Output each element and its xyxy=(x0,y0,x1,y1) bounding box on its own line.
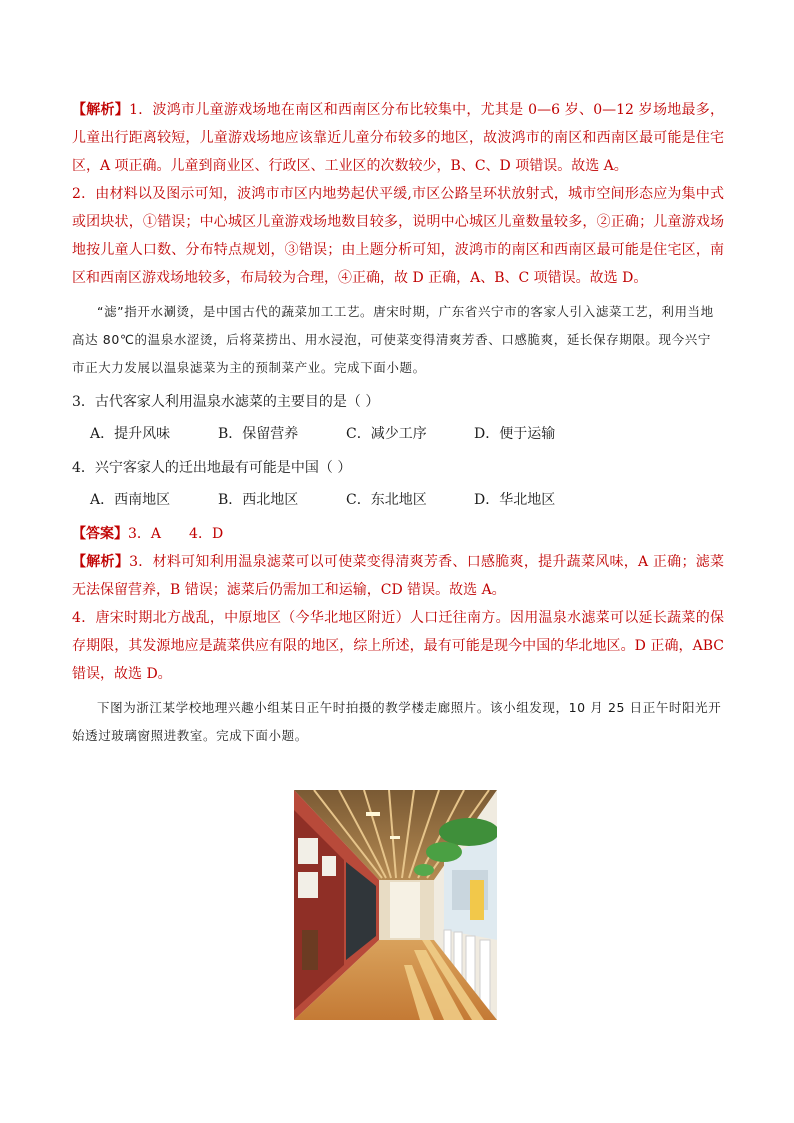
q3-option-b: B．保留营养 xyxy=(218,426,299,442)
analysis-tag: 【解析】 xyxy=(72,102,130,118)
analysis-1 xyxy=(72,96,724,180)
question-3-options xyxy=(72,420,724,448)
q4-option-b: B．西北地区 xyxy=(218,492,299,508)
q3-option-a: A．提升风味 xyxy=(90,426,171,442)
material-passage-1: “滤”指开水涮烫，是中国古代的蔬菜加工工艺。唐宋时期，广东省兴宁市的客家人引入滤菜工艺，利用当地高达 80℃的温泉水涩烫，后将菜捞出、用水浸泡，可使菜变得清爽芳香、口感脆爽，延长保存期限。现今兴宁市正大力发展以温泉滤菜为主的预制菜产业。完成下面小题。 xyxy=(72,304,714,375)
answer-tag: 【答案】 xyxy=(72,526,128,542)
q4-option-c: C．东北地区 xyxy=(346,492,427,508)
analysis-tag-2: 【解析】 xyxy=(72,554,130,570)
q4-option-a: A．西南地区 xyxy=(90,492,171,508)
analysis-4: 4．唐宋时期北方战乱，中原地区（今华北地区附近）人口迁往南方。因用温泉水滤菜可以延长蔬菜的保存期限，其发源地应是蔬菜供应有限的地区，综上所述，最有可能是现今中国的华北地区。D 正确，ABC 错误，故选 D。 xyxy=(72,610,724,682)
answer-4: 4．D xyxy=(189,526,224,542)
answer-line xyxy=(72,520,724,548)
answer-3: 3．A xyxy=(128,526,162,542)
analysis-2: 2．由材料以及图示可知，波鸿市市区内地势起伏平缓,市区公路呈环状放射式，城市空间形态应为集中式或团块状，①错误；中心城区儿童游戏场地数目较多，说明中心城区儿童数量较多，②正确；儿童游戏场地按儿童人口数、分布特点规划，③错误；由上题分析可知，波鸿市的南区和西南区最可能是住宅区，南区和西南区游戏场地较多，布局较为合理，④正确，故 D 正确，A、B、C 项错误。故选 D。 xyxy=(72,186,724,286)
material-passage-2: 下图为浙江某学校地理兴趣小组某日正午时拍摄的教学楼走廊照片。该小组发现，10 月 25 日正午时阳光开始透过玻璃窗照进教室。完成下面小题。 xyxy=(72,700,722,743)
analysis-1-text: 1．波鸿市儿童游戏场地在南区和西南区分布比较集中，尤其是 0—6 岁、0—12 岁场地最多，儿童出行距离较短，儿童游戏场地应该靠近儿童分布较多的地区，故波鸿市的南区和西南区最可能是住宅区，A 项正确。儿童到商业区、行政区、工业区的次数较少，B、C、D 项错误。故选 A。 xyxy=(72,102,725,174)
analysis-3-text: 3．材料可知利用温泉滤菜可以可使菜变得清爽芳香、口感脆爽，提升蔬菜风味，A 正确；滤菜无法保留营养，B 错误；滤菜后仍需加工和运输，CD 错误。故选 A。 xyxy=(72,554,725,598)
document-body xyxy=(72,96,724,750)
question-3-stem: 3．古代客家人利用温泉水滤菜的主要目的是（ ） xyxy=(72,394,380,410)
question-4-stem: 4．兴宁客家人的迁出地最有可能是中国（ ） xyxy=(72,460,352,476)
q3-option-c: C．减少工序 xyxy=(346,426,427,442)
analysis-3 xyxy=(72,548,724,604)
corridor-photo xyxy=(294,790,497,1020)
q4-option-d: D．华北地区 xyxy=(474,492,556,508)
q3-option-d: D．便于运输 xyxy=(474,426,556,442)
question-4-options xyxy=(72,486,724,514)
